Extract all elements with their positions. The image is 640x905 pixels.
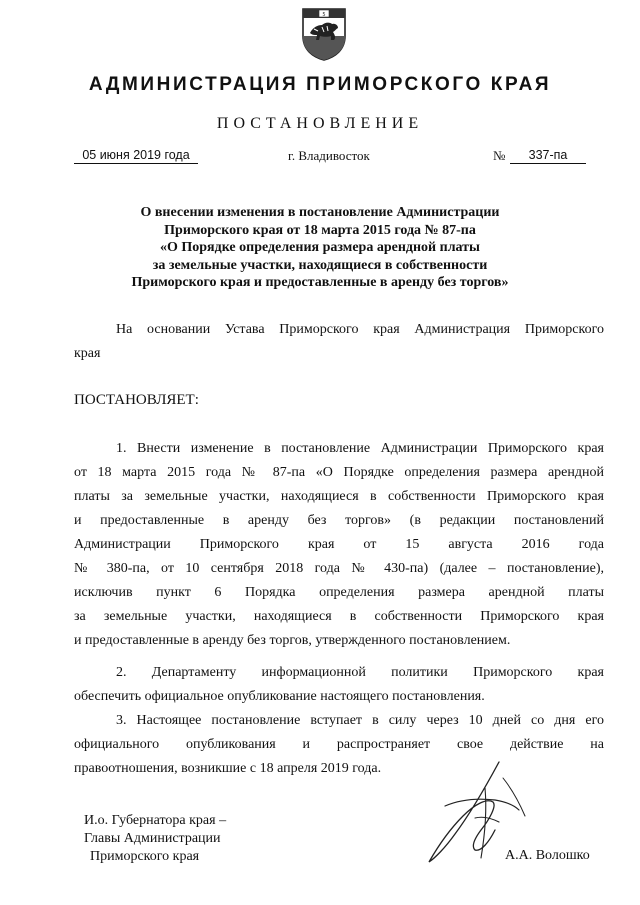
paragraph-line: за земельные участки, находящиеся в собственности Приморского края [74, 609, 604, 624]
item-2-paragraph [74, 661, 604, 709]
signatory-position [84, 812, 226, 866]
paragraph-line: платы за земельные участки, находящиеся в собственности Приморского края [74, 489, 604, 504]
paragraph-line: и предоставленные в аренду без торгов, утвержденного постановлением. [74, 633, 511, 648]
svg-text:5: 5 [322, 12, 326, 18]
paragraph-line: от 18 марта 2015 года № 87-па «О Порядке определения размера арендной [74, 465, 604, 480]
organization-name: АДМИНИСТРАЦИЯ ПРИМОРСКОГО КРАЯ [88, 74, 552, 95]
primorye-coat-of-arms-icon [300, 6, 348, 62]
title-line: за земельные участки, находящиеся в собственности [152, 257, 488, 273]
title-line: Приморского края и предоставленные в аренду без торгов» [131, 275, 509, 290]
paragraph-line: На основании Устава Приморского края Администрация Приморского [116, 322, 604, 337]
paragraph-line: исключив пункт 6 Порядка определения размера арендной платы [74, 585, 604, 600]
document-number: 337-па [510, 148, 586, 164]
title-line: «О Порядке определения размера арендной платы [159, 240, 480, 255]
title-line: Приморского края от 18 марта 2015 года № 87-па [164, 222, 476, 238]
paragraph-line: края [74, 346, 101, 361]
document-title [80, 204, 560, 292]
item-1-paragraph [74, 437, 604, 653]
document-date: 05 июня 2019 года [74, 148, 198, 164]
paragraph-line: и предоставленные в аренду без торгов» (в редакции постановлений [74, 513, 604, 528]
intro-paragraph [74, 318, 604, 366]
document-city: г. Владивосток [288, 148, 370, 163]
paragraph-line: официального опубликования и распространяет свое действие на [74, 737, 604, 752]
paragraph-line: 1. Внести изменение в постановление Администрации Приморского края [116, 441, 604, 456]
paragraph-line: Администрации Приморского края от 15 августа 2016 года [74, 537, 604, 552]
signatory-name: А.А. Волошко [505, 848, 590, 863]
paragraph-line: № 380-па, от 10 сентября 2018 года № 430-па) (далее – постановление), [74, 561, 604, 576]
paragraph-line: обеспечить официальное опубликование настоящего постановления. [74, 689, 485, 704]
document-type: ПОСТАНОВЛЕНИЕ [216, 115, 424, 132]
title-line: О внесении изменения в постановление Администрации [140, 205, 500, 220]
position-line: Приморского края [90, 849, 200, 864]
paragraph-line: 3. Настоящее постановление вступает в силу через 10 дней со дня его [116, 713, 604, 728]
position-line: Главы Администрации [84, 831, 221, 846]
decree-word: ПОСТАНОВЛЯЕТ: [74, 392, 199, 408]
position-line: И.о. Губернатора края – [84, 813, 227, 828]
paragraph-line: 2. Департаменту информационной политики Приморского края [116, 665, 604, 680]
document-number-label: № [493, 148, 506, 163]
paragraph-line: правоотношения, возникшие с 18 апреля 2019 года. [74, 761, 382, 776]
